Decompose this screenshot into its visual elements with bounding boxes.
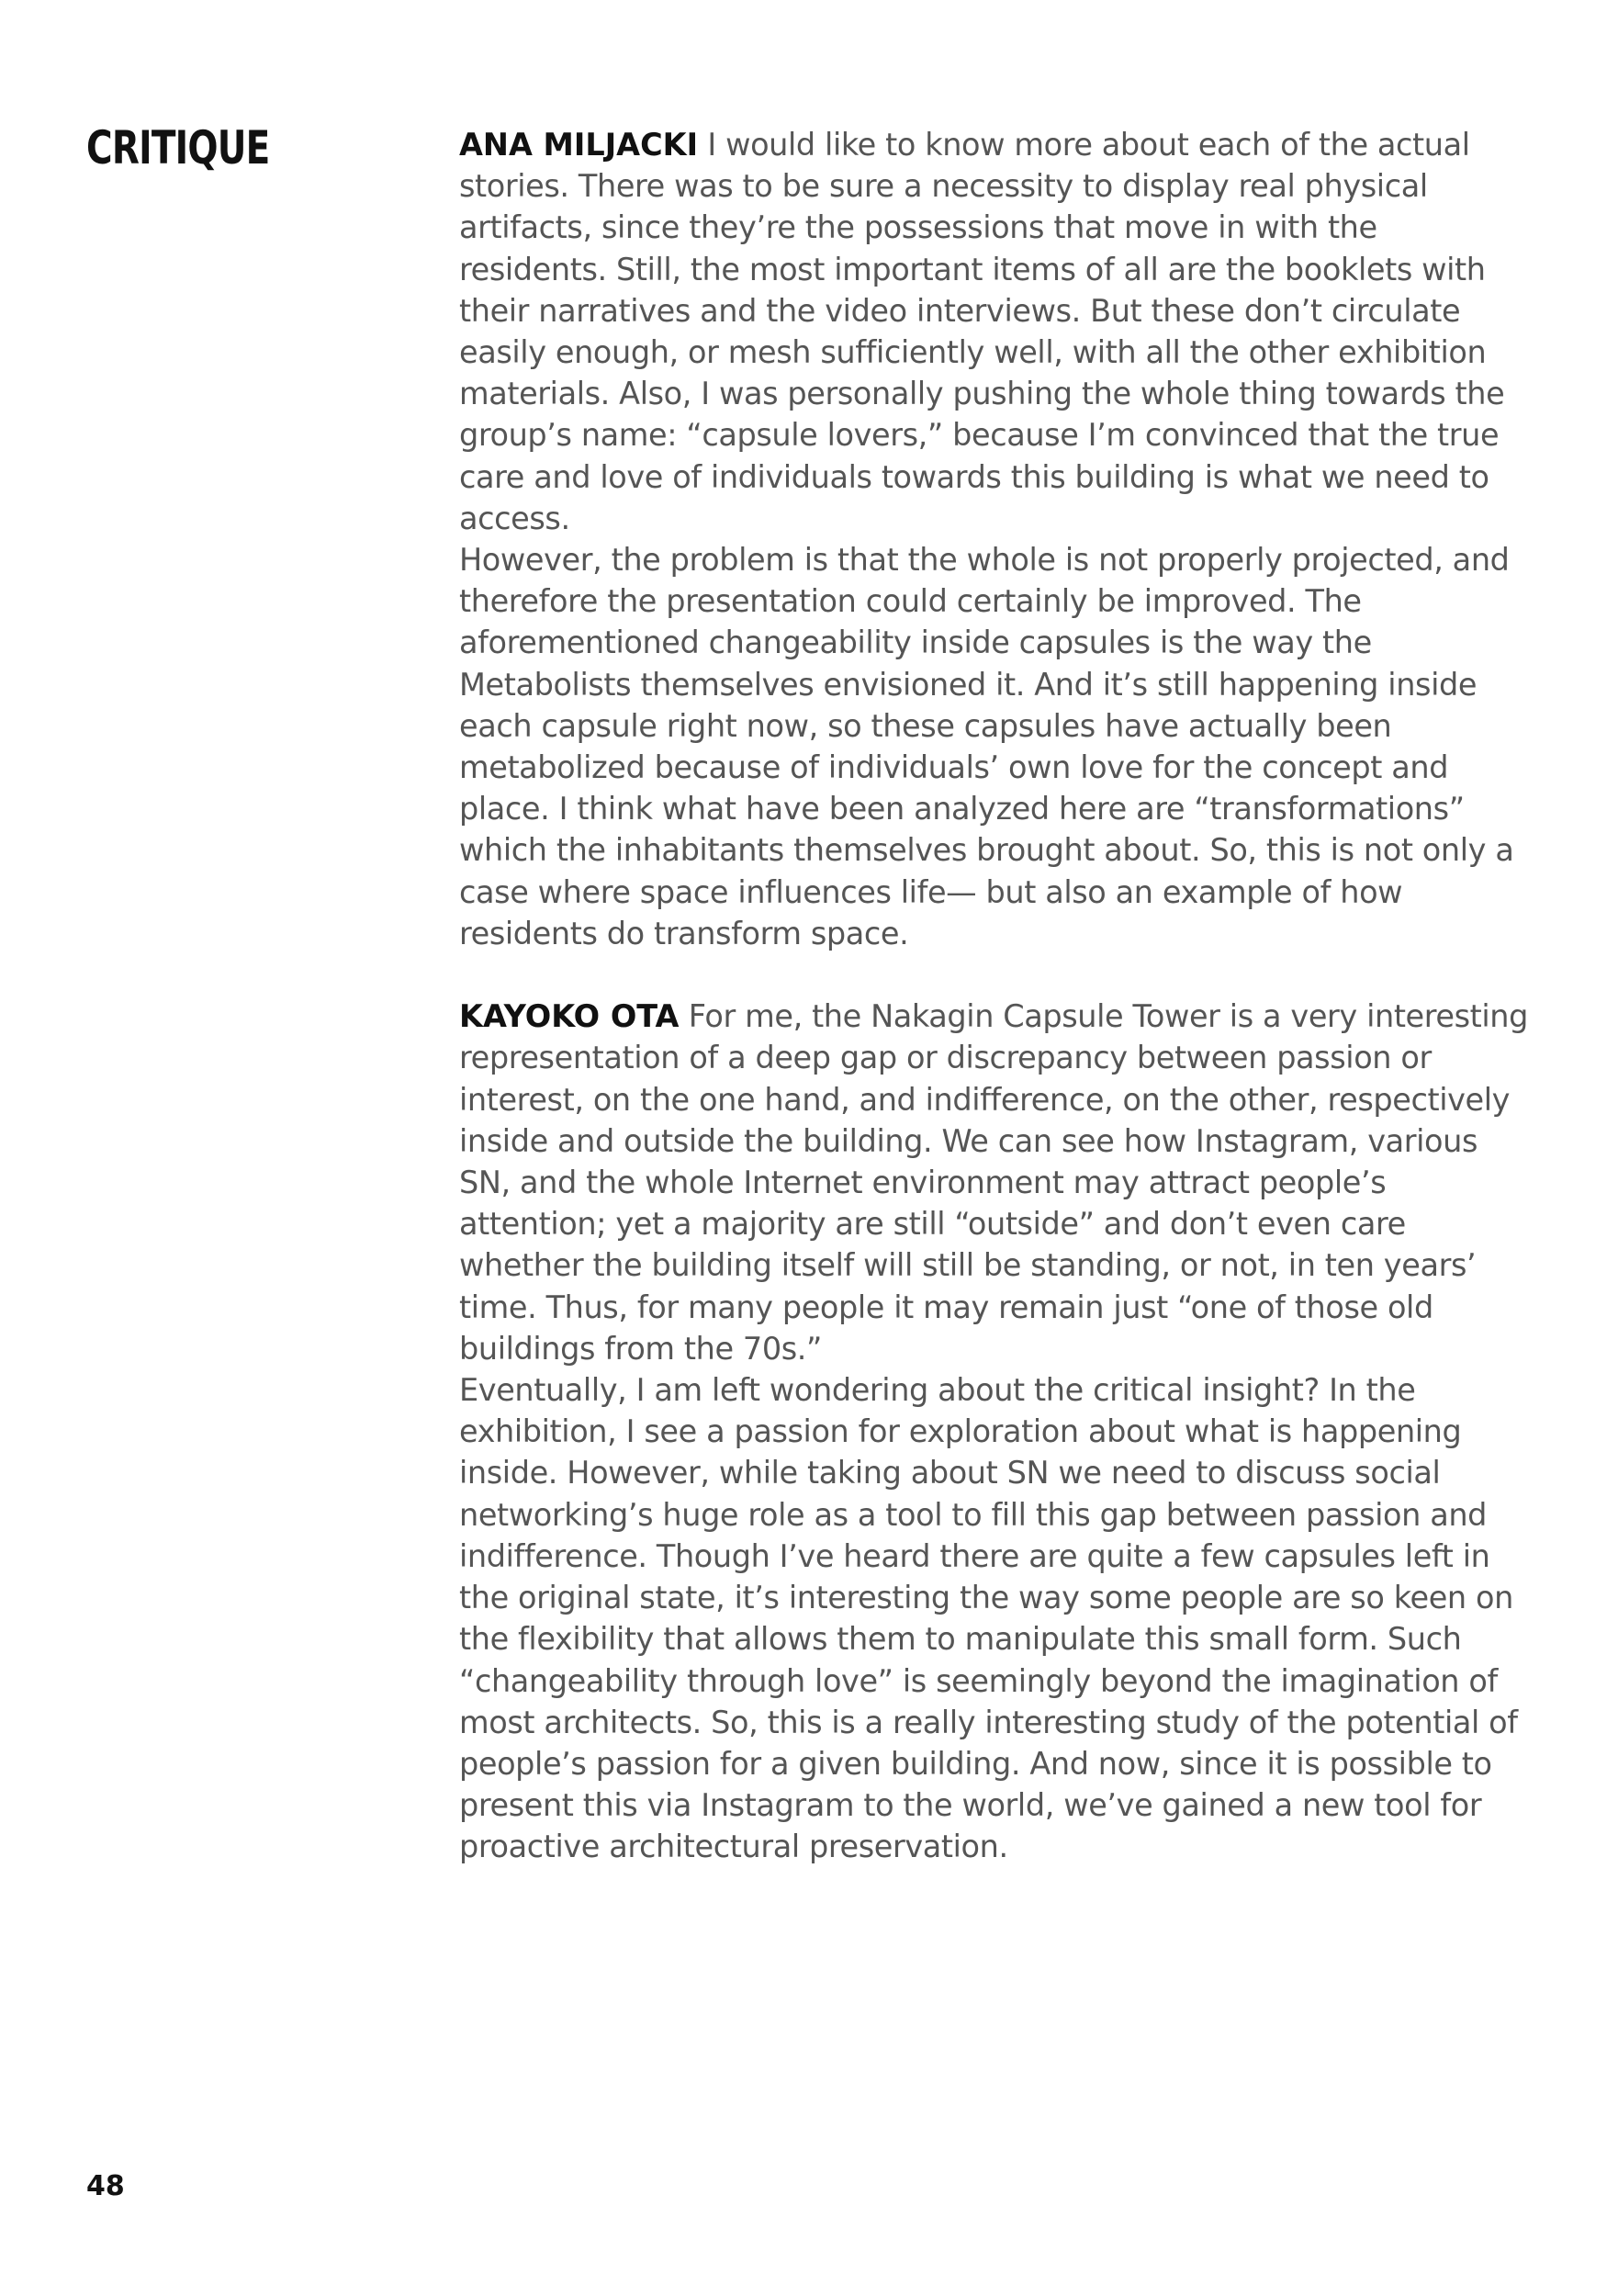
speaker-name: KAYOKO OTA [459,998,680,1035]
critique-text-column [459,124,1534,1868]
critique-entry-kayoko-ota [459,996,1534,1867]
paragraph-text: I would like to know more about each of the actual stories. There was to be sure a necessity to display real physical artifacts, since they’re the possessions that move in with the residents. Still, the most important items of all are the booklets with their narratives and the video interviews. But these don’t circulate easily enough, or mesh sufficiently well, with all the other exhibition materials. Also, I was personally pushing the whole thing towards the group’s name: “capsule lovers,” because I’m convinced that the true care and love of individuals towards this building is what we need to access. [459,127,1505,536]
entry-paragraph [459,124,1534,539]
page-number: 48 [86,2170,125,2202]
section-label: CRITIQUE [86,121,270,174]
critique-entry-ana-miljacki [459,124,1534,954]
paragraph-text: For me, the Nakagin Capsule Tower is a very interesting representation of a deep gap or discrepancy between passion or interest, on the one hand, and indifference, on the other, respectively inside and outside the building. We can see how Instagram, various SN, and the whole Internet environment may attract people’s attention; yet a majority are still “outside” and don’t even care whether the building itself will still be standing, or not, in ten years’ time. Thus, for many people it may remain just “one of those old buildings from the 70s.” [459,998,1529,1367]
entry-paragraph [459,996,1534,1369]
entry-paragraph: Eventually, I am left wondering about the critical insight? In the exhibition, I see a passion for exploration about what is happening inside. However, while taking about SN we need to discuss social networking’s huge role as a tool to fill this gap between passion and indifference. Though I’ve heard there are quite a few capsules left in the original state, it’s interesting the way some people are so keen on the flexibility that allows them to manipulate this small form. Such “changeability through love” is seemingly beyond the imagination of most architects. So, this is a really interesting study of the potential of people’s passion for a given building. And now, since it is possible to present this via Instagram to the world, we’ve gained a new tool for proactive architectural preservation. [459,1372,1518,1865]
speaker-name: ANA MILJACKI [459,127,699,163]
entry-paragraph: However, the problem is that the whole is not properly projected, and therefore the presentation could certainly be improved. The aforementioned changeability inside capsules is the way the Metabolists themselves envisioned it. And it’s still happening inside each capsule right now, so these capsules have actually been metabolized because of individuals’ own love for the concept and place. I think what have been analyzed here are “transformations” which the inhabitants themselves brought about. So, this is not only a case where space influences life— but also an example of how residents do transform space. [459,542,1514,951]
